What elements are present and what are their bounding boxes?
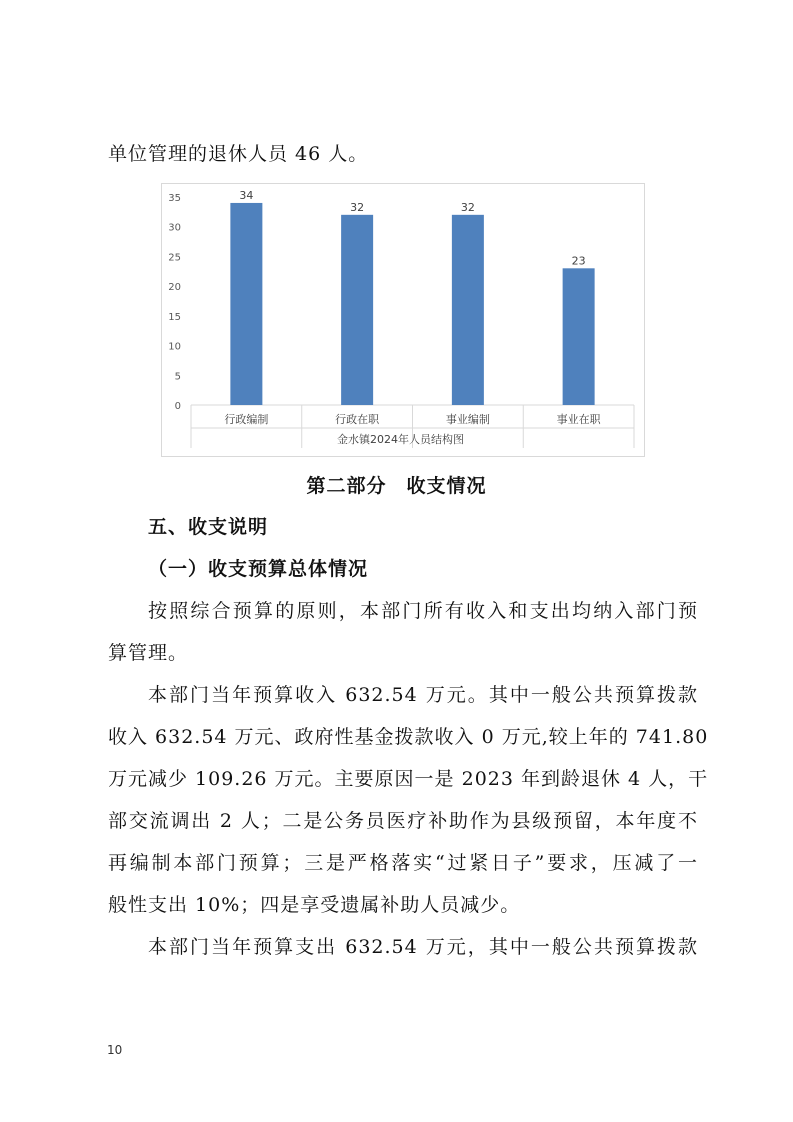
x-tick-label-1: 行政在职 [335,413,380,426]
part-title: 第二部分 收支情况 [306,475,487,497]
x-tick-label-2: 事业编制 [445,413,490,426]
bar-0 [230,203,262,405]
para3-line1: 本部门当年预算支出 632.54 万元，其中一般公共预算拨款 [148,936,698,958]
y-tick-label-7: 35 [168,193,181,204]
y-tick-label-6: 30 [168,222,181,234]
x-tick-label-0: 行政编制 [224,413,269,426]
chart-canvas [162,184,644,456]
y-tick-label-4: 20 [168,282,181,294]
bar-1 [341,215,373,405]
bar-3 [563,268,595,405]
y-tick-label-1: 5 [174,371,181,383]
page-number: 10 [107,1043,123,1057]
data-label-3: 23 [571,254,586,268]
y-tick-label-2: 10 [168,341,181,353]
subsection-title: （一）收支预算总体情况 [148,558,369,580]
para2-line2: 收入 632.54 万元、政府性基金拨款收入 0 万元,较上年的 741.80 [108,726,709,748]
y-tick-label-0: 0 [174,401,181,412]
para2-line4: 部交流调出 2 人；二是公务员医疗补助作为县级预留，本年度不 [108,810,698,832]
para1-line1: 按照综合预算的原则，本部门所有收入和支出均纳入部门预 [148,600,698,622]
intro-line: 单位管理的退休人员 46 人。 [108,143,369,165]
para2-line6: 般性支出 10%；四是享受遗属补助人员减少。 [108,894,521,916]
chart-title: 金水镇2024年人员结构图 [337,433,464,446]
para1-line2: 算管理。 [108,642,189,664]
x-tick-label-3: 事业在职 [556,413,601,426]
data-label-1: 32 [350,200,365,214]
bar-2 [452,215,484,405]
data-label-2: 32 [460,200,475,214]
para2-line3: 万元减少 109.26 万元。主要原因一是 2023 年到龄退休 4 人，干 [108,768,709,790]
staff-structure-chart [161,183,645,457]
y-tick-label-3: 15 [168,311,181,323]
para2-line5: 再编制本部门预算；三是严格落实“过紧日子”要求，压减了一 [108,852,698,874]
para2-line1: 本部门当年预算收入 632.54 万元。其中一般公共预算拨款 [148,684,698,706]
section-title: 五、收支说明 [148,516,269,538]
y-tick-label-5: 25 [168,252,181,264]
data-label-0: 34 [239,188,254,202]
